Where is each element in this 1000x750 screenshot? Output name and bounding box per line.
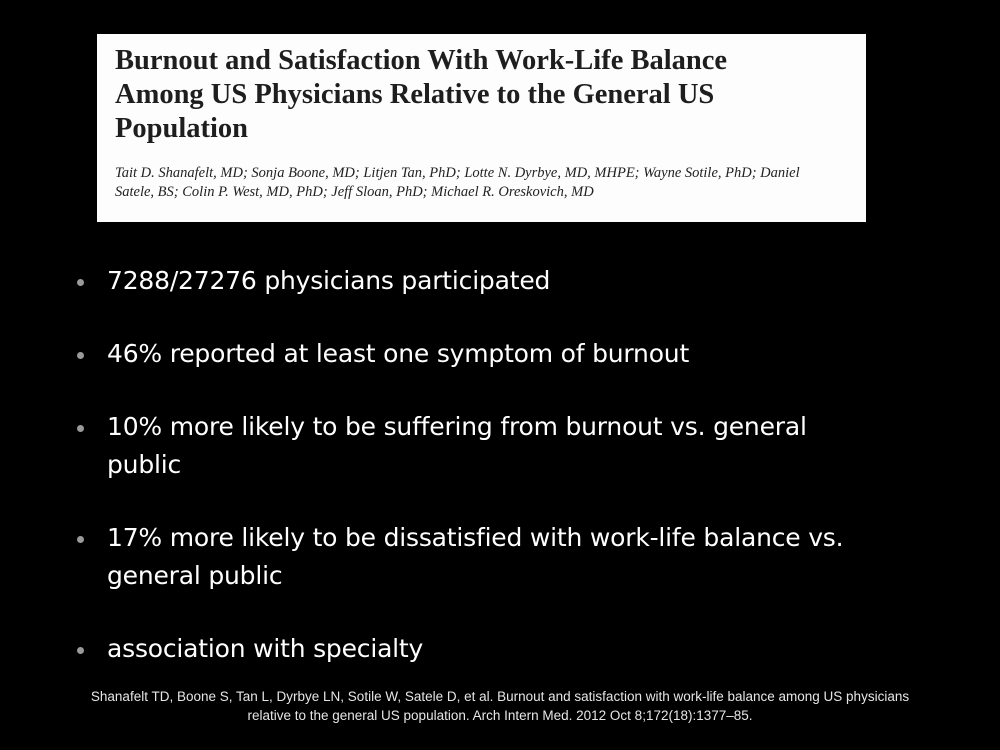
- bullet-item: [74, 262, 550, 300]
- bullet-text: 10% more likely to be suffering from burnout vs. general public: [107, 412, 807, 479]
- bullet-dot-icon: [77, 279, 84, 286]
- bullet-item: [74, 630, 423, 668]
- citation-line-1: Shanafelt TD, Boone S, Tan L, Dyrbye LN, Sotile W, Satele D, et al. Burnout and satisfaction with work-life balance among US physicians: [90, 689, 910, 704]
- bullet-item: [74, 335, 689, 373]
- bullet-text: 17% more likely to be dissatisfied with work-life balance vs. general public: [107, 523, 844, 590]
- paper-authors: Tait D. Shanafelt, MD; Sonja Boone, MD; Litjen Tan, PhD; Lotte N. Dyrbye, MD, MHPE; Wayne Sotile, PhD; Daniel Satele, BS; Colin P. West, MD, PhD; Jeff Sloan, PhD; Michael R. Oreskovich, MD: [115, 165, 800, 200]
- bullet-dot-icon: [77, 352, 84, 359]
- citation-line-2: relative to the general US population. Arch Intern Med. 2012 Oct 8;172(18):1377–85.: [247, 708, 753, 723]
- bullet-item: [74, 519, 867, 595]
- bullet-text: association with specialty: [107, 634, 424, 663]
- paper-header-image: [97, 34, 866, 222]
- bullet-item: [74, 408, 847, 484]
- bullet-dot-icon: [77, 536, 84, 543]
- bullet-dot-icon: [77, 647, 84, 654]
- bullet-text: 7288/27276 physicians participated: [107, 266, 551, 295]
- paper-title: Burnout and Satisfaction With Work-Life Balance Among US Physicians Relative to the General US Population: [115, 45, 728, 144]
- bullet-dot-icon: [77, 425, 84, 432]
- bullet-text: 46% reported at least one symptom of burnout: [107, 339, 690, 368]
- citation: [60, 687, 940, 725]
